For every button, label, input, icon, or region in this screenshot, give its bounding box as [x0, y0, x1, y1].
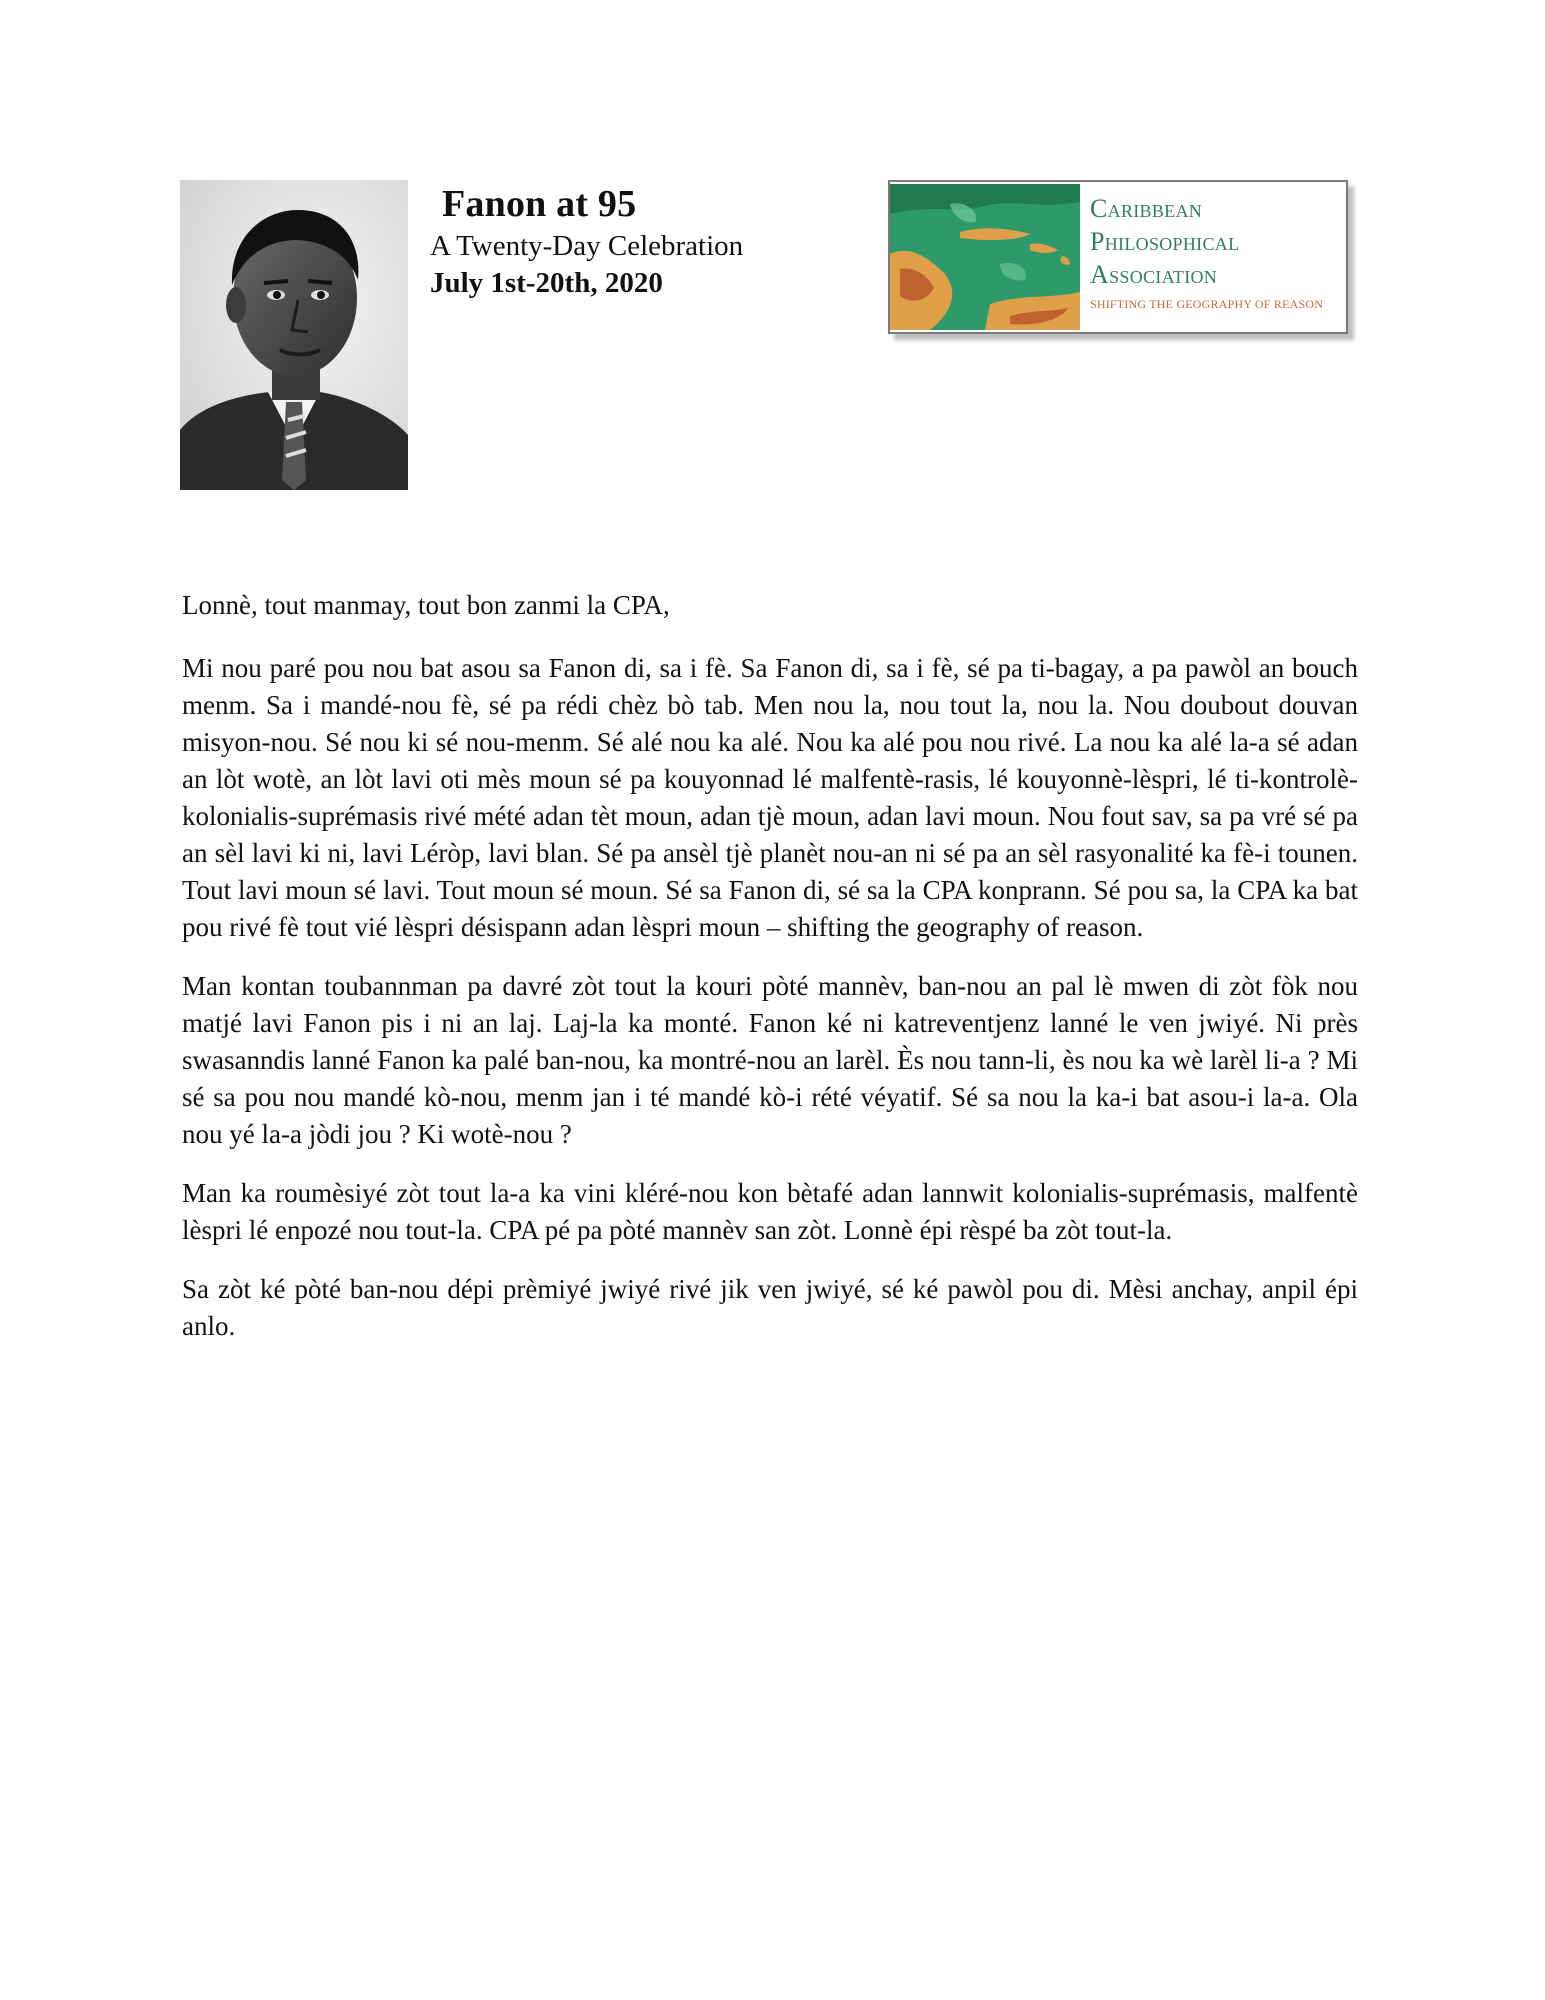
event-dates: July 1st-20th, 2020 [430, 267, 663, 299]
header-block [430, 182, 743, 300]
paragraph-1: Mi nou paré pou nou bat asou sa Fanon di, sa i fè. Sa Fanon di, sa i fè, sé pa ti-bagay, a pa pawòl an bouch menm. Sa i mandé-nou fè, sé pa rédi chèz bò tab. Men nou la, nou tout la, nou la. Nou doubout douvan misyon-nou. Sé nou ki sé nou-menm. Sé alé nou ka alé. Nou ka alé pou nou rivé. La nou ka alé la-a sé adan an lòt wotè, an lòt lavi oti mès moun sé pa kouyonnad lé malfentè-rasis, lé kouyonnè-lèspri, lé ti-kontrolè-kolonialis-suprémasis rivé mété adan tèt moun, adan tjè moun, adan lavi moun. Nou fout sav, sa pa vré sé pa an sèl lavi ki ni, lavi Léròp, lavi blan. Sé pa ansèl tjè planèt nou-an ni sé pa an sèl rasyonalité ka fè-i tounen. Tout lavi moun sé lavi. Tout moun sé moun. Sé sa Fanon di, sé sa la CPA konprann. Sé pou sa, la CPA ka bat pou rivé fè tout vié lèspri désispann adan lèspri moun – shifting the geography of reason. [182, 653, 1358, 942]
portrait-photo [180, 180, 408, 490]
paragraph-3: Man ka roumèsiyé zòt tout la-a ka vini kléré-nou kon bètafé adan lannwit kolonialis-suprémasis, malfentè lèspri lé enpozé nou tout-la. CPA pé pa pòté mannèv san zòt. Lonnè épi rèspé ba zòt tout-la. [182, 1178, 1358, 1245]
caribbean-map-icon [890, 182, 1080, 332]
logo-line-3: Association [1090, 260, 1218, 289]
salutation: Lonnè, tout manmay, tout bon zanmi la CPA, [182, 590, 670, 620]
letter-body [182, 587, 1358, 1367]
logo-tagline: SHIFTING THE GEOGRAPHY OF REASON [1090, 297, 1324, 311]
paragraph-2: Man kontan toubannman pa davré zòt tout la kouri pòté mannèv, ban-nou an pal lè mwen di zòt fòk nou matjé lavi Fanon pis i ni an laj. Laj-la ka monté. Fanon ké ni katreventjenz lanné le ven jwiyé. Ni près swasanndis lanné Fanon ka palé ban-nou, ka montré-nou an larèl. Ès nou tann-li, ès nou ka wè larèl li-a ? Mi sé sa pou nou mandé kò-nou, menm jan i té mandé kò-i rété véyatif. Sé sa nou la ka-i bat asou-i la-a. Ola nou yé la-a jòdi jou ? Ki wotè-nou ? [182, 971, 1358, 1149]
paragraph-4: Sa zòt ké pòté ban-nou dépi prèmiyé jwiyé rivé jik ven jwiyé, sé ké pawòl pou di. Mèsi anchay, anpil épi anlo. [182, 1274, 1358, 1341]
portrait-icon [180, 180, 408, 490]
logo-line-1: Caribbean [1090, 194, 1203, 223]
logo-text [1080, 182, 1323, 332]
page-title: Fanon at 95 [442, 183, 637, 225]
page-subtitle: A Twenty-Day Celebration [430, 230, 744, 262]
cpa-logo [888, 180, 1348, 334]
logo-line-2: Philosophical [1090, 227, 1240, 256]
